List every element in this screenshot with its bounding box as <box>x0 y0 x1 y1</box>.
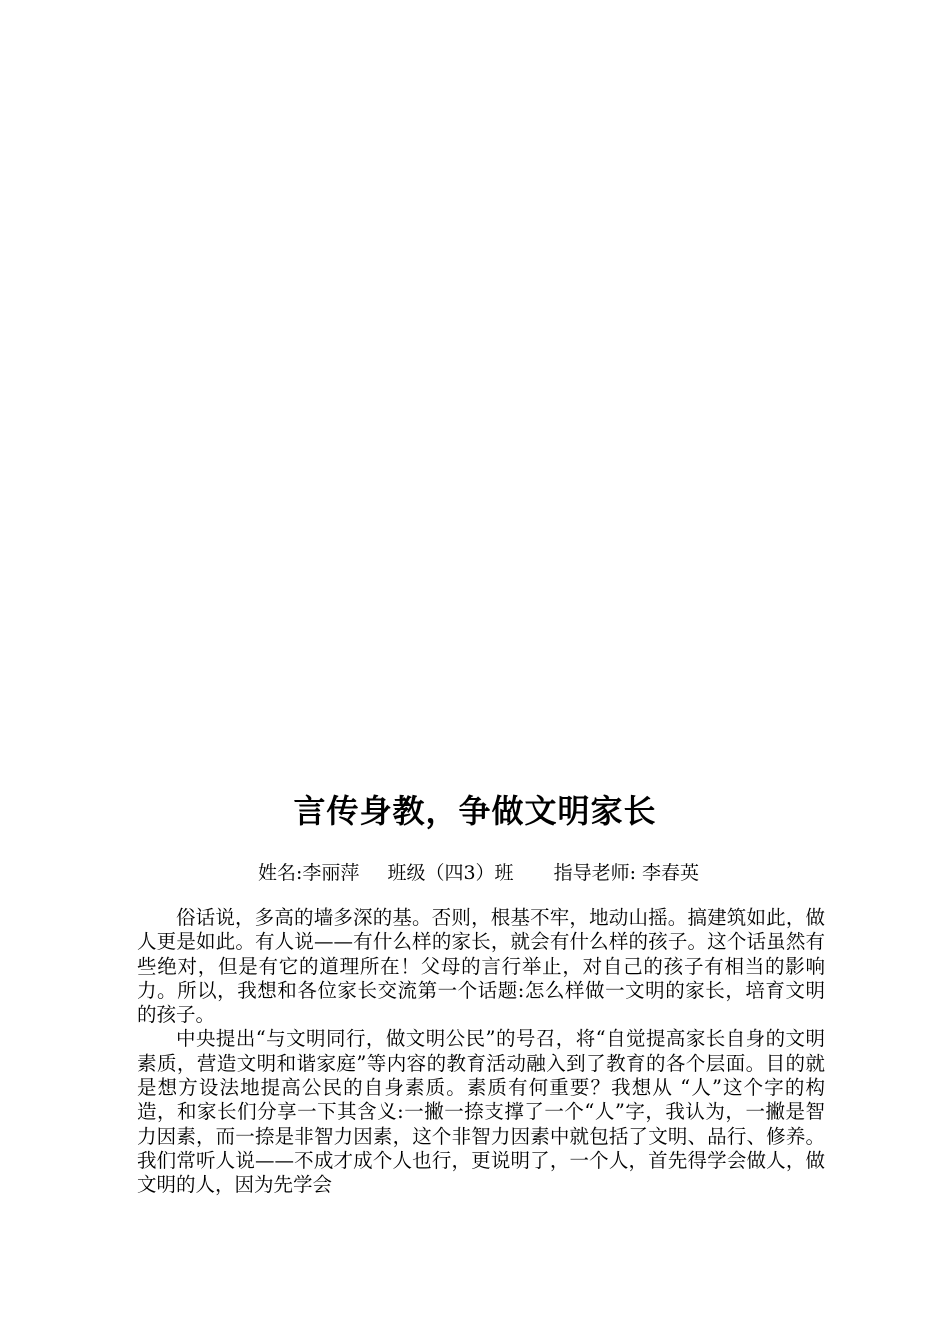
author-line <box>258 860 699 886</box>
body-paragraph: 中央提出“与文明同行，做文明公民”的号召，将“自觉提高家长自身的文明素质，营造文明和谐家庭”等内容的教育活动融入到了教育的各个层面。目的就是想方设法地提高公民的自身素质。素质有何重要？我想从 “人”这个字的构造，和家长们分享一下其含义:一撇一捺支撑了一个“人”字，我认为，一撇是智力因素，而一捺是非智力因素，这个非智力因素中就包括了文明、品行、修养。我们常听人说——不成才成个人也行，更说明了，一个人，首先得学会做人，做文明的人，因为先学会 <box>137 1027 825 1197</box>
body-paragraph: 俗话说，多高的墙多深的基。否则，根基不牢，地动山摇。搞建筑如此，做人更是如此。有人说——有什么样的家长，就会有什么样的孩子。这个话虽然有些绝对，但是有它的道理所在！父母的言行举止，对自己的孩子有相当的影响力。所以，我想和各位家长交流第一个话题:怎么样做一文明的家长，培育文明的孩子。 <box>137 906 825 1027</box>
author-name: 姓名:李丽萍 <box>258 862 360 884</box>
author-class: 班级（四3）班 <box>387 862 514 884</box>
document-body <box>137 906 825 1198</box>
advisor-teacher: 指导老师: 李春英 <box>553 862 700 884</box>
document-title: 言传身教，争做文明家长 <box>293 792 657 830</box>
